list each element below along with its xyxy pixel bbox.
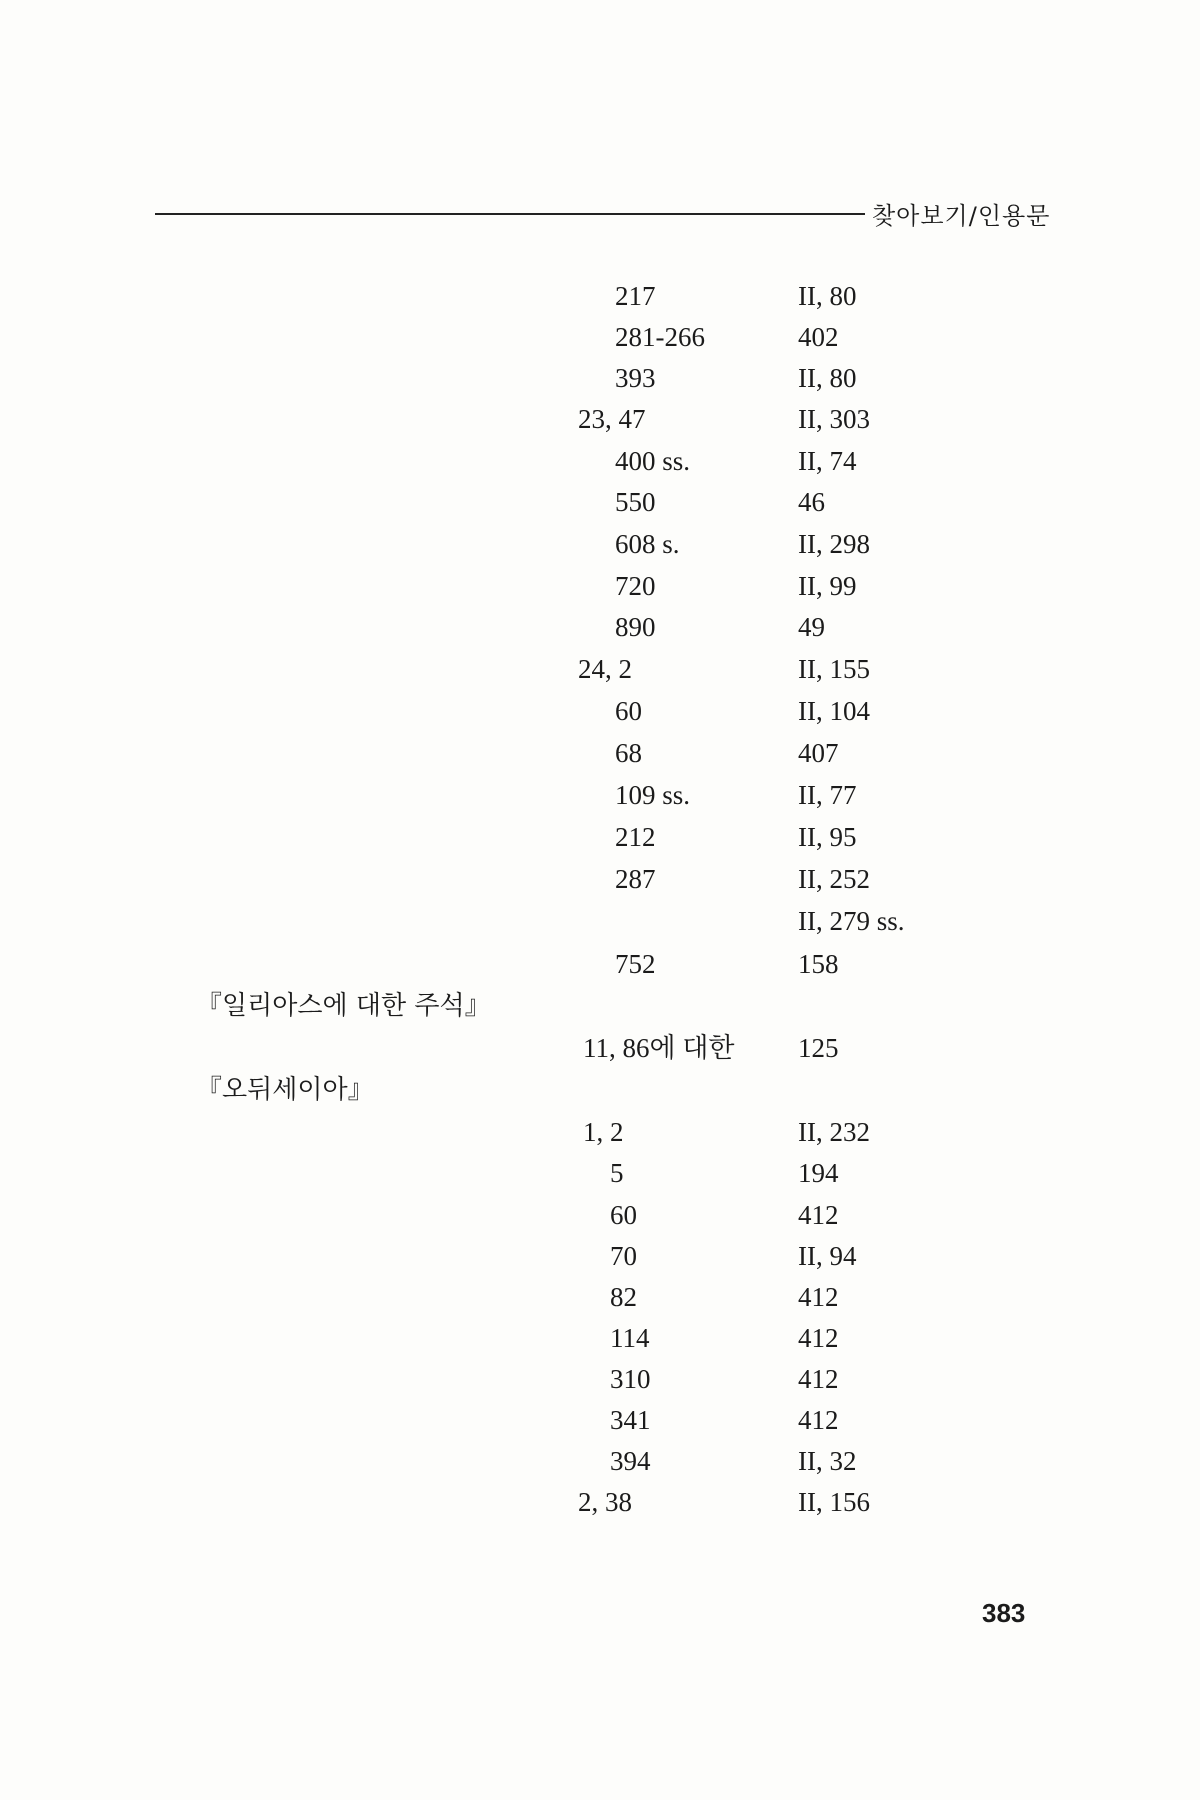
index-row xyxy=(0,1318,1200,1358)
index-row xyxy=(0,1277,1200,1317)
page-reference: 412 xyxy=(798,1200,839,1230)
page-reference: 125 xyxy=(798,1033,839,1063)
citation-locus: 394 xyxy=(610,1446,651,1476)
page-reference: 402 xyxy=(798,322,839,352)
page-reference: 407 xyxy=(798,738,839,768)
work-title: 『일리아스에 대한 주석』 xyxy=(196,991,491,1021)
work-title: 『오뒤세이아』 xyxy=(196,1075,374,1105)
citation-locus: 70 xyxy=(610,1241,637,1271)
page-reference: II, 104 xyxy=(798,696,870,726)
page-reference: 49 xyxy=(798,612,825,642)
index-row xyxy=(0,1112,1200,1152)
index-row xyxy=(0,859,1200,899)
page-number: 383 xyxy=(982,1598,1026,1628)
running-head: 찾아보기/인용문 xyxy=(872,202,1051,230)
citation-locus: 60 xyxy=(610,1200,637,1230)
work-heading-row xyxy=(0,986,1200,1026)
index-row xyxy=(0,1236,1200,1276)
citation-locus: 82 xyxy=(610,1282,637,1312)
page-reference: II, 32 xyxy=(798,1446,857,1476)
page-reference: 412 xyxy=(798,1282,839,1312)
page-reference: II, 279 ss. xyxy=(798,906,905,936)
page-reference: II, 303 xyxy=(798,404,870,434)
citation-locus: 114 xyxy=(610,1323,650,1353)
citation-locus: 310 xyxy=(610,1364,651,1394)
page-reference: 412 xyxy=(798,1405,839,1435)
page-reference: II, 74 xyxy=(798,446,857,476)
page-reference: II, 95 xyxy=(798,822,857,852)
index-row xyxy=(0,1153,1200,1193)
citation-locus: 217 xyxy=(615,281,656,311)
citation-locus: 890 xyxy=(615,612,656,642)
citation-locus: 212 xyxy=(615,822,656,852)
page-reference: II, 77 xyxy=(798,780,857,810)
index-row xyxy=(0,399,1200,439)
index-row xyxy=(0,1400,1200,1440)
citation-locus: 281-266 xyxy=(615,322,705,352)
page-reference: II, 156 xyxy=(798,1487,870,1517)
citation-locus: 60 xyxy=(615,696,642,726)
page-reference: II, 232 xyxy=(798,1117,870,1147)
header-rule xyxy=(155,213,865,215)
index-row xyxy=(0,317,1200,357)
citation-locus: 2, 38 xyxy=(578,1487,632,1517)
index-row xyxy=(0,1359,1200,1399)
page-reference: II, 99 xyxy=(798,571,857,601)
citation-locus: 11, 86에 대한 xyxy=(583,1033,735,1063)
citation-locus: 608 s. xyxy=(615,529,680,559)
citation-locus: 393 xyxy=(615,363,656,393)
citation-locus: 341 xyxy=(610,1405,651,1435)
page-reference: 412 xyxy=(798,1323,839,1353)
index-row xyxy=(0,441,1200,481)
citation-locus: 550 xyxy=(615,487,656,517)
citation-locus: 68 xyxy=(615,738,642,768)
index-row xyxy=(0,775,1200,815)
index-row xyxy=(0,1441,1200,1481)
index-row xyxy=(0,733,1200,773)
citation-locus: 24, 2 xyxy=(578,654,632,684)
page-reference: II, 94 xyxy=(798,1241,857,1271)
work-heading-row xyxy=(0,1070,1200,1110)
citation-locus: 109 ss. xyxy=(615,780,691,810)
page-reference: II, 80 xyxy=(798,363,857,393)
citation-locus: 400 ss. xyxy=(615,446,691,476)
citation-locus: 287 xyxy=(615,864,656,894)
citation-locus: 23, 47 xyxy=(578,404,646,434)
index-row xyxy=(0,276,1200,316)
index-row xyxy=(0,1482,1200,1522)
index-row xyxy=(0,607,1200,647)
index-row xyxy=(0,482,1200,522)
citation-locus: 5 xyxy=(610,1158,624,1188)
page-reference: 194 xyxy=(798,1158,839,1188)
index-row xyxy=(0,817,1200,857)
index-row xyxy=(0,1195,1200,1235)
page-reference: 412 xyxy=(798,1364,839,1394)
page-reference: 158 xyxy=(798,949,839,979)
index-row xyxy=(0,1028,1200,1068)
citation-locus: 1, 2 xyxy=(583,1117,624,1147)
index-row xyxy=(0,524,1200,564)
index-row xyxy=(0,358,1200,398)
page-reference: 46 xyxy=(798,487,825,517)
page-reference: II, 298 xyxy=(798,529,870,559)
index-row xyxy=(0,649,1200,689)
index-row xyxy=(0,944,1200,984)
citation-locus: 720 xyxy=(615,571,656,601)
page-reference: II, 155 xyxy=(798,654,870,684)
index-row xyxy=(0,566,1200,606)
index-row xyxy=(0,901,1200,941)
page-reference: II, 80 xyxy=(798,281,857,311)
page-reference: II, 252 xyxy=(798,864,870,894)
index-row xyxy=(0,691,1200,731)
citation-locus: 752 xyxy=(615,949,656,979)
